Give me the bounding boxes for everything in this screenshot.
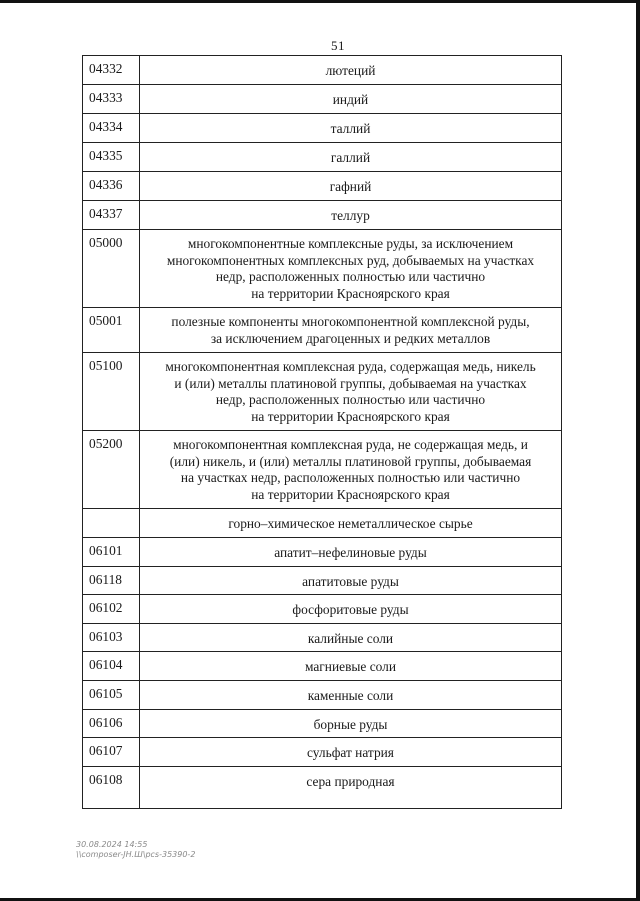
- minerals-code-table: [82, 55, 562, 809]
- row-code: 04333: [83, 85, 140, 114]
- scan-edge-top: [0, 0, 640, 3]
- row-code: 06107: [83, 738, 140, 767]
- footer-timestamp: 30.08.2024 14:55: [76, 840, 148, 849]
- row-code: 04336: [83, 172, 140, 201]
- row-name-line: на территории Красноярского края: [251, 486, 450, 502]
- row-code: 06104: [83, 652, 140, 681]
- row-name-line: многокомпонентная комплексная руда, не содержащая медь, и: [173, 437, 528, 452]
- row-code: 06101: [83, 538, 140, 567]
- row-name: таллий: [140, 114, 562, 143]
- row-name-line: многокомпонентная комплексная руда, содержащая медь, никель: [165, 359, 536, 374]
- print-footer: [76, 840, 195, 860]
- row-code: 05001: [83, 308, 140, 353]
- row-name-line: на территории Красноярского края: [251, 285, 450, 301]
- row-code: [83, 509, 140, 538]
- table-row: [83, 680, 562, 709]
- table-row: [83, 738, 562, 767]
- table-row: [83, 766, 562, 808]
- table-row: [83, 308, 562, 353]
- row-code: 05000: [83, 230, 140, 308]
- row-code: 04332: [83, 56, 140, 85]
- table-row: [83, 114, 562, 143]
- row-name: теллур: [140, 201, 562, 230]
- row-name: сульфат натрия: [140, 738, 562, 767]
- row-code: 06118: [83, 566, 140, 595]
- row-name: борные руды: [140, 709, 562, 738]
- row-name-line: полезные компоненты многокомпонентной комплексной руды,: [171, 314, 530, 329]
- row-code: 04334: [83, 114, 140, 143]
- table-row: [83, 230, 562, 308]
- section-heading: горно–химическое неметаллическое сырье: [140, 509, 562, 538]
- table-row: [83, 353, 562, 431]
- row-code: 04335: [83, 143, 140, 172]
- page-number: 51: [331, 38, 345, 53]
- row-name-line: недр, расположенных полностью или частично: [215, 392, 486, 408]
- row-name: [140, 308, 562, 353]
- row-code: 05100: [83, 353, 140, 431]
- row-name: [140, 431, 562, 509]
- table-row-section: [83, 509, 562, 538]
- scan-edge-right: [636, 0, 640, 901]
- row-code: 06103: [83, 623, 140, 652]
- row-name-line: за исключением драгоценных и редких металлов: [210, 330, 491, 346]
- table-row: [83, 709, 562, 738]
- table-row: [83, 143, 562, 172]
- row-name: [140, 230, 562, 308]
- table-row: [83, 595, 562, 624]
- row-name-line: (или) никель, и (или) металлы платиновой группы, добываемая: [169, 453, 532, 469]
- row-name: апатит–нефелиновые руды: [140, 538, 562, 567]
- row-name: сера природная: [140, 766, 562, 808]
- row-name: магниевые соли: [140, 652, 562, 681]
- row-name-line: на территории Красноярского края: [251, 408, 450, 424]
- footer-document-path: \\composer-JН.Ш\pcs-35390-2: [76, 850, 196, 859]
- row-name: индий: [140, 85, 562, 114]
- table-row: [83, 172, 562, 201]
- row-code: 06102: [83, 595, 140, 624]
- table-row: [83, 85, 562, 114]
- table-row: [83, 56, 562, 85]
- table-row: [83, 538, 562, 567]
- row-name-line: и (или) металлы платиновой группы, добываемая на участках: [174, 375, 527, 391]
- row-name-line: многокомпонентные комплексные руды, за исключением: [187, 236, 514, 251]
- row-name-line: многокомпонентных комплексных руд, добываемых на участках: [166, 252, 535, 268]
- row-name: фосфоритовые руды: [140, 595, 562, 624]
- table-row: [83, 566, 562, 595]
- row-name: каменные соли: [140, 680, 562, 709]
- table-row: [83, 431, 562, 509]
- row-name: [140, 353, 562, 431]
- row-name: гафний: [140, 172, 562, 201]
- row-name: лютеций: [140, 56, 562, 85]
- table-row: [83, 623, 562, 652]
- row-name-line: на участках недр, расположенных полностью или частично: [180, 470, 521, 486]
- row-name: галлий: [140, 143, 562, 172]
- row-name: калийные соли: [140, 623, 562, 652]
- row-code: 05200: [83, 431, 140, 509]
- row-code: 06108: [83, 766, 140, 808]
- row-name-line: недр, расположенных полностью или частично: [215, 269, 486, 285]
- row-code: 04337: [83, 201, 140, 230]
- row-name: апатитовые руды: [140, 566, 562, 595]
- table-row: [83, 652, 562, 681]
- row-code: 06106: [83, 709, 140, 738]
- row-code: 06105: [83, 680, 140, 709]
- table-row: [83, 201, 562, 230]
